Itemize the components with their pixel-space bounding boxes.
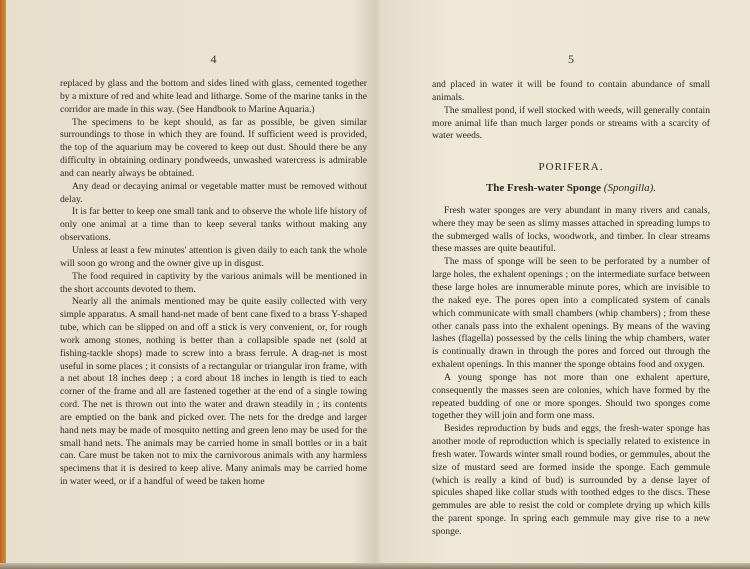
paragraph: replaced by glass and the bottom and sides lined with glass, cemented together by a mixture of red and white lead and litharge. Some of the marine tanks in the corridor are made in this way. (See Handbook to Marine Aquaria.) xyxy=(60,78,367,115)
sub-title xyxy=(432,182,710,195)
paragraph: Fresh water sponges are very abundant in many rivers and canals, where they may be seen as slimy masses attached in spreading lumps to the submerged walls of locks, woodwork, and timber. In clear streams these masses are quite beautiful. xyxy=(432,204,710,255)
paragraph: The food required in captivity by the various animals will be mentioned in the short accounts devoted to them. xyxy=(60,270,367,295)
paragraph: Besides reproduction by buds and eggs, the fresh-water sponge has another mode of reproduction which is specially related to existence in fresh water. Towards winter small round bodies, or gemmules, about the size of mustard seed are formed inside the sponge. Each gemmule (which is really a kind of bud) is surrounded by a dense layer of spicules shaped like collar studs with toothed edges to the discs. These gemmules are able to resist the cold or complete drying up which kills the parent sponge. In spring each gemmule may give rise to a new sponge. xyxy=(432,423,710,537)
paragraph: It is far better to keep one small tank and to observe the whole life history of only one animal at a time than to keep several tanks without making any observations. xyxy=(60,206,367,244)
section-title: PORIFERA. xyxy=(538,161,604,174)
page-number-right: 5 xyxy=(568,52,574,66)
page-bottom-edge xyxy=(0,563,750,569)
paragraph: The specimens to be kept should, as far as possible, be given similar surroundings to those in which they are found. If sufficient weed is provided, the top of the aquarium may be covered to keep out dust. Should there be any difficulty in obtaining ordinary pondweeds, unwashed watercress is admirable and can nearly always be obtained. xyxy=(60,116,367,179)
paragraph: and placed in water it will be found to contain abundance of small animals. xyxy=(432,79,710,103)
paragraph: A young sponge has not more than one exhalent aperture, consequently the masses seen are colonies, which have formed by the repeated budding of one or more sponges. Should two sponges come together they will join and form one mass. xyxy=(432,371,710,422)
left-page-text xyxy=(60,78,367,489)
page-number-left: 4 xyxy=(210,52,217,66)
paragraph: Any dead or decaying animal or vegetable matter must be removed without delay. xyxy=(60,180,367,205)
sub-title-latin: (Spongilla). xyxy=(603,182,657,195)
left-page xyxy=(60,0,367,563)
right-page xyxy=(432,0,710,563)
paragraph: The smallest pond, if well stocked with weeds, will generally contain more animal life than much larger ponds or streams with a scarcity of water weeds. xyxy=(432,104,710,142)
paragraph: Unless at least a few minutes' attention is given daily to each tank the whole will soon go wrong and the owner give up in disgust. xyxy=(60,244,367,269)
right-page-text xyxy=(432,79,710,539)
paragraph: The mass of sponge will be seen to be perforated by a number of large holes, the exhalent openings ; on the intermediate surface between these large holes are innumerable minute pores, which are invisible to the naked eye. The pores open into a complicated system of canals which communicate with small chambers (whip chambers) ; from these other canals pass into the exhalent openings. By means of the waving lashes (flagella) possessed by the cells lining the whip chambers, water is continually drawn in through the pores and forced out through the exhalent openings. In this manner the sponge obtains food and oxygen. xyxy=(432,256,710,371)
book-cover-edge xyxy=(0,0,6,569)
paragraph: Nearly all the animals mentioned may be quite easily collected with very simple apparatus. A small hand-net made of bent cane fixed to a brass Y-shaped tube, which can be slipped on and off a stick is very convenient, or, for rough work among stones, nothing is better than a collapsible spade net (sold at fishing-tackle shops) made to screw into a brass ferrule. A drag-net is most useful in some places ; it consists of a rectangular or triangular iron frame, with a net about 18 inches deep ; a cord about 18 inches in length is tied to each corner of the frame and all are fastened together at the end of a single towing cord. The net is thrown out into the water and drawn steadily in ; its contents are emptied on the bank and picked over. The nets for the dredge and larger hand nets may be made of mosquito netting and green leno may be used for the small hand nets. The animals may be carried home in small bottles or in a bait can. Care must be taken not to mix the carnivorous animals with any harmless specimens that it is desired to keep alive. Many animals may be carried home in water weed, or if a handful of weed be taken home xyxy=(60,296,367,488)
sub-title-text: The Fresh-water Sponge xyxy=(485,182,602,195)
